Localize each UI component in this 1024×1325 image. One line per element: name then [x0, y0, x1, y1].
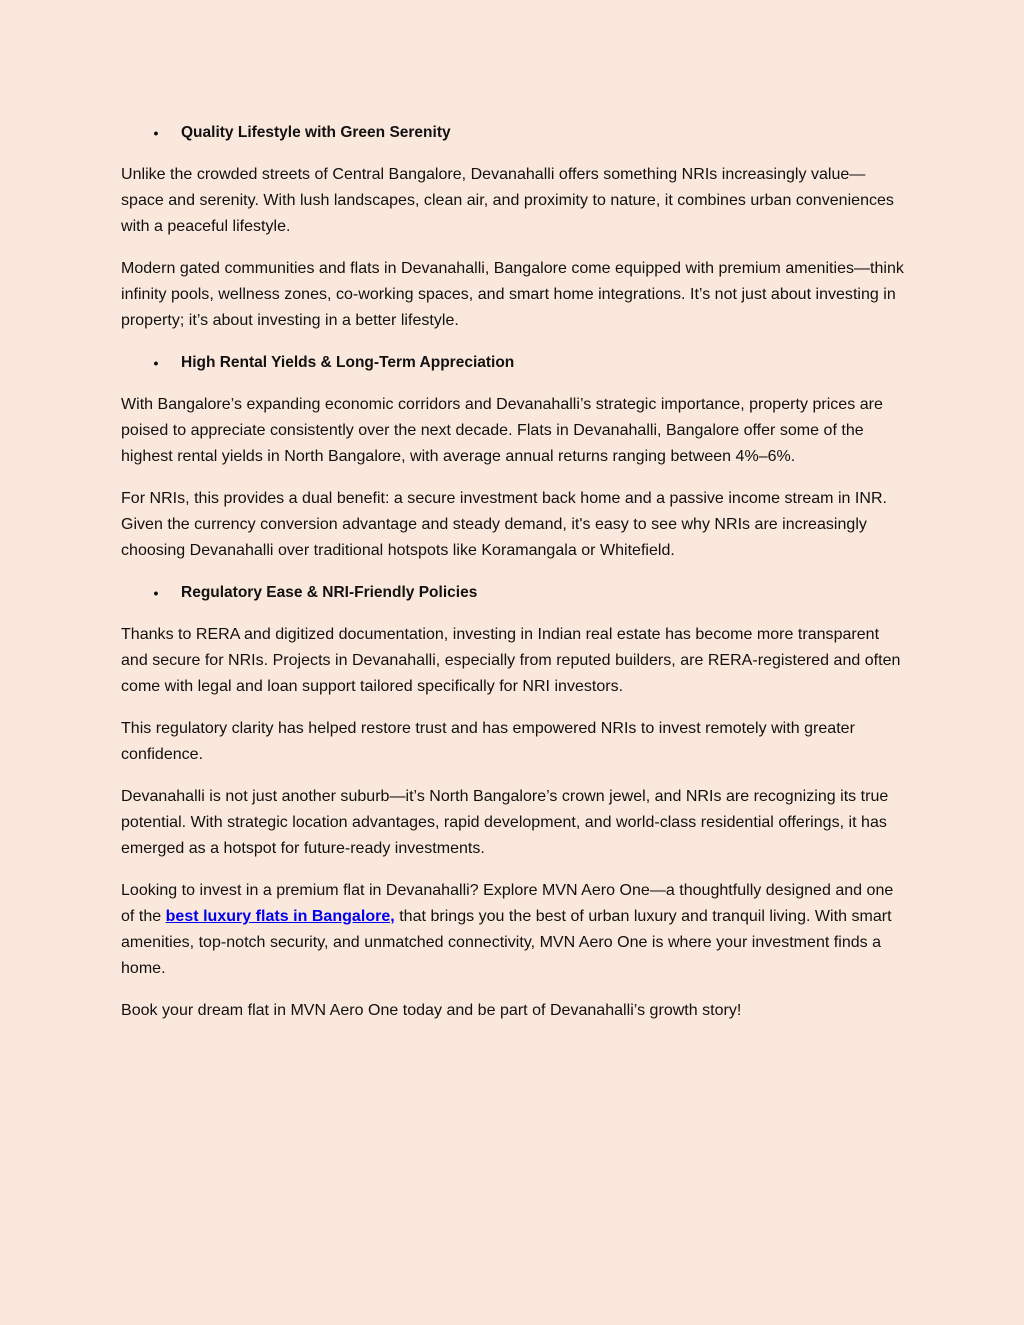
paragraph: For NRIs, this provides a dual benefit: a secure investment back home and a passive income stream in INR. Given the currency conversion advantage and steady demand, it's easy to see why NRIs are increasingly choosing Devanahalli over traditional hotspots like Koramangala or Whitefield. [121, 490, 888, 559]
conclusion-paragraph: Devanahalli is not just another suburb—it’s North Bangalore’s crown jewel, and NRIs are recognizing its true potential. With strategic location advantages, rapid development, and world-class residential offerings, it has emerged as a hotspot for future-ready investments. [121, 788, 889, 857]
bullet-icon: • [153, 125, 159, 141]
paragraph: Modern gated communities and flats in Devanahalli, Bangalore come equipped with premium amenities—think infinity pools, wellness zones, co-working spaces, and smart home integrations. It’s not just about investing in property; it’s about investing in a better lifestyle. [121, 260, 904, 329]
cta-paragraph [121, 878, 906, 982]
section-heading-regulatory [121, 580, 906, 606]
heading-text: Quality Lifestyle with Green Serenity [181, 124, 451, 141]
cta-text-before-link: Looking to invest in a premium flat in Devanahalli? Explore MVN Aero One—a thoughtfully designed and one of the [121, 882, 894, 925]
section-heading-lifestyle [121, 120, 906, 146]
luxury-flats-link[interactable]: best luxury flats in Bangalore, [165, 908, 395, 925]
heading-text: High Rental Yields & Long-Term Appreciation [181, 354, 515, 371]
paragraph: Unlike the crowded streets of Central Bangalore, Devanahalli offers something NRIs increasingly value—space and serenity. With lush landscapes, clean air, and proximity to nature, it combines urban conveniences with a peaceful lifestyle. [121, 166, 894, 235]
section-heading-rental-yields [121, 350, 906, 376]
paragraph: This regulatory clarity has helped restore trust and has empowered NRIs to invest remotely with greater confidence. [121, 720, 855, 763]
closing-paragraph: Book your dream flat in MVN Aero One today and be part of Devanahalli’s growth story! [121, 1002, 742, 1019]
bullet-icon: • [153, 355, 159, 371]
cta-text-after-link: that brings you the best of urban luxury and tranquil living. With smart amenities, top-notch security, and unmatched connectivity, MVN Aero One is where your investment finds a home. [121, 908, 892, 977]
paragraph: With Bangalore’s expanding economic corridors and Devanahalli’s strategic importance, property prices are poised to appreciate consistently over the next decade. Flats in Devanahalli, Bangalore offer some of the highest rental yields in North Bangalore, with average annual returns ranging between 4%–6%. [121, 396, 883, 465]
bullet-icon: • [153, 585, 159, 601]
heading-text: Regulatory Ease & NRI-Friendly Policies [181, 584, 478, 601]
paragraph: Thanks to RERA and digitized documentation, investing in Indian real estate has become more transparent and secure for NRIs. Projects in Devanahalli, especially from reputed builders, are RERA-registered and often come with legal and loan support tailored specifically for NRI investors. [121, 626, 901, 695]
